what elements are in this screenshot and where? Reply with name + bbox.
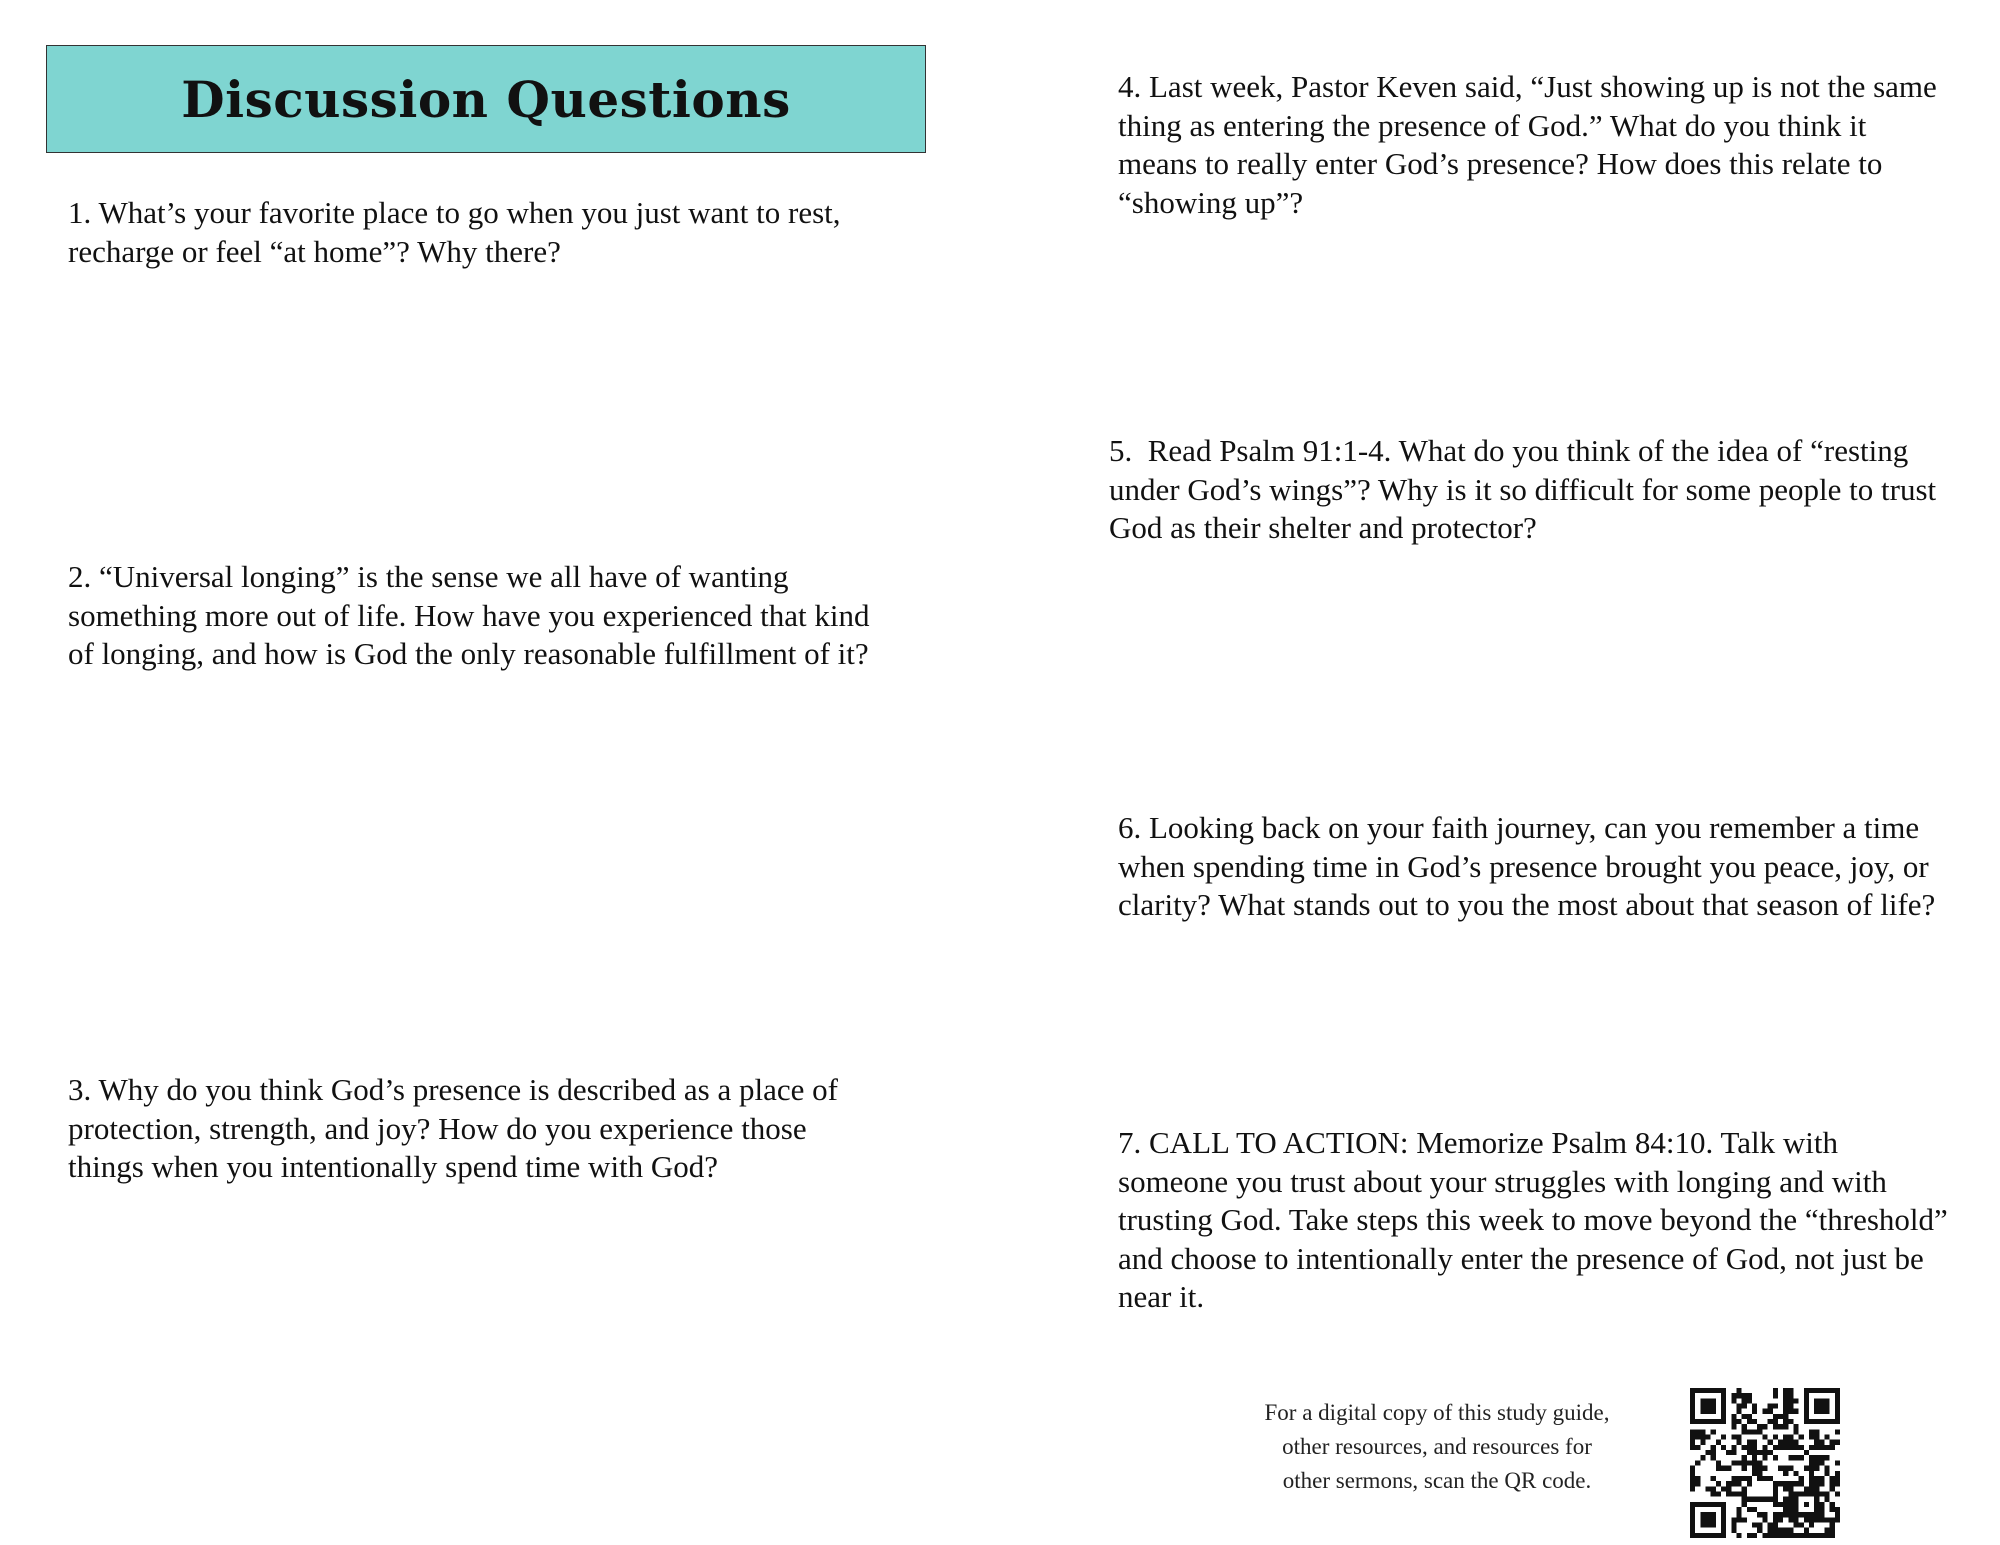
- question-4: 4. Last week, Pastor Keven said, “Just showing up is not the same thing as entering the presence of God.” What do you think it means to really enter God’s presence? How does this relate to “showing up”?: [1118, 69, 1937, 220]
- digital-copy-note-line-3: other sermons, scan the QR code.: [1282, 1468, 1592, 1493]
- qr-code-icon[interactable]: [1690, 1388, 1840, 1538]
- question-7-call-to-action: 7. CALL TO ACTION: Memorize Psalm 84:10. Talk with someone you trust about your struggles with longing and with trusting God. Take steps this week to move beyond the “threshold” and choose to intentionally enter the presence of God, not just be near it.: [1118, 1125, 1948, 1314]
- question-3: 3. Why do you think God’s presence is described as a place of protection, strength, and joy? How do you experience those things when you intentionally spend time with God?: [68, 1072, 838, 1184]
- digital-copy-note-line-1: For a digital copy of this study guide,: [1264, 1400, 1610, 1425]
- digital-copy-note-line-2: other resources, and resources for: [1282, 1434, 1592, 1459]
- question-5: 5. Read Psalm 91:1-4. What do you think of the idea of “resting under God’s wings”? Why is it so difficult for some people to trust God as their shelter and protector?: [1109, 433, 1944, 545]
- digital-copy-note: [1222, 1396, 1652, 1498]
- page-title: Discussion Questions: [181, 69, 791, 129]
- question-2: 2. “Universal longing” is the sense we all have of wanting something more out of life. How have you experienced that kind of longing, and how is God the only reasonable fulfillment of it?: [68, 559, 870, 671]
- question-1: 1. What’s your favorite place to go when you just want to rest, recharge or feel “at home”? Why there?: [68, 195, 841, 269]
- title-banner: [46, 45, 926, 153]
- question-6: 6. Looking back on your faith journey, can you remember a time when spending time in God’s presence brought you peace, joy, or clarity? What stands out to you the most about that season of life?: [1118, 810, 1936, 922]
